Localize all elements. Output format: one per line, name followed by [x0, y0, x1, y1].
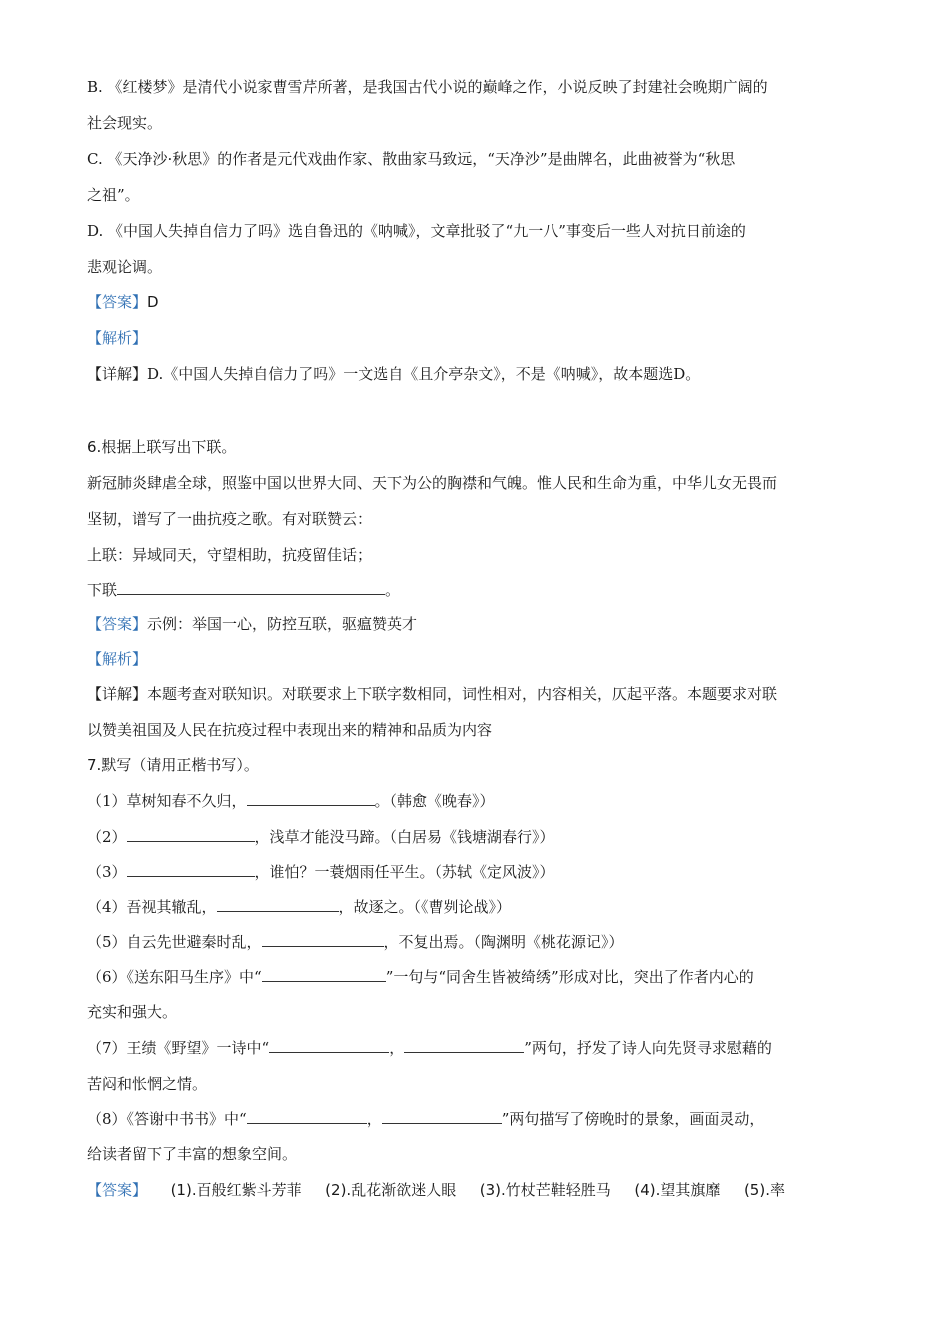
answer-num: (1).: [170, 1181, 197, 1199]
q5-detail: [87, 364, 700, 384]
answer-blank[interactable]: [262, 932, 384, 947]
q6-detail-line1: [87, 684, 777, 704]
answer-text: 率: [769, 1181, 785, 1199]
answer-num: (4).: [634, 1181, 661, 1199]
item-text: 。（韩愈《晚春》）: [374, 792, 495, 810]
answer-blank[interactable]: [247, 1109, 367, 1124]
question-number: 6.: [87, 438, 102, 456]
q7-item-8-line2: 给读者留下了丰富的想象空间。: [87, 1145, 298, 1163]
item-text: ”两句描写了傍晚时的景象，画面灵动，: [501, 1110, 765, 1128]
item-text: ，: [366, 1110, 382, 1128]
q6-lower-couplet: [87, 580, 400, 600]
answer-num: (5).: [743, 1181, 770, 1199]
question-title: 根据上联写出下联。: [101, 438, 237, 456]
answer-blank[interactable]: [127, 862, 255, 877]
item-text: （4）吾视其辙乱，: [87, 898, 217, 916]
item-text: （5）自云先世避秦时乱，: [87, 933, 262, 951]
answer-blank[interactable]: [117, 580, 385, 595]
q7-title: [87, 755, 259, 775]
q6-paragraph-line2: 坚韧，谱写了一曲抗疫之歌。有对联赞云：: [87, 510, 373, 528]
item-text: ”一句与“同舍生皆被绮绣”形成对比，突出了作者内心的: [385, 968, 754, 986]
question-title: 默写（请用正楷书写）。: [101, 756, 259, 774]
lower-suffix: 。: [385, 581, 401, 599]
q7-item-4: [87, 897, 511, 917]
item-text: （1）草树知春不久归，: [87, 792, 247, 810]
q7-item-1: [87, 791, 495, 811]
q7-item-6-line1: [87, 967, 754, 987]
q6-paragraph-line1: 新冠肺炎肆虐全球，照鉴中国以世界大同、天下为公的胸襟和气魄。惟人民和生命为重，中华儿女无畏而: [87, 474, 778, 492]
q5-option-d-line2: 悲观论调。: [87, 258, 163, 276]
q6-upper-couplet: 上联：异域同天，守望相助，抗疫留佳话；: [87, 546, 373, 564]
q7-item-8-line1: [87, 1109, 764, 1129]
detail-text: 本题考查对联知识。对联要求上下联字数相同，词性相对，内容相关，仄起平落。本题要求对联: [147, 685, 778, 703]
q5-answer: [87, 292, 159, 312]
answer-num: (2).: [325, 1181, 352, 1199]
answer-blank[interactable]: [247, 791, 375, 806]
analysis-tag: 【解析】: [87, 650, 148, 668]
answer-tag: 【答案】: [87, 293, 148, 311]
q7-item-7-line2: 苦闷和怅惘之情。: [87, 1075, 208, 1093]
q6-title: [87, 437, 236, 457]
item-text: （3）: [87, 863, 127, 881]
lower-label: 下联: [87, 581, 118, 599]
item-text: ，不复出焉。（陶渊明《桃花源记》）: [383, 933, 624, 951]
q5-option-c-line2: 之祖”。: [87, 186, 140, 204]
q7-item-7-line1: [87, 1038, 772, 1058]
item-text: （6）《送东阳马生序》中“: [87, 968, 262, 986]
answer-num: (3).: [479, 1181, 506, 1199]
q6-detail-line2: 以赞美祖国及人民在抗疫过程中表现出来的精神和品质为内容: [87, 721, 493, 739]
detail-tag: 【详解】: [87, 365, 148, 383]
q7-item-5: [87, 932, 624, 952]
answer-text: 乱花渐欲迷人眼: [351, 1181, 457, 1199]
answer-text: 望其旗靡: [660, 1181, 721, 1199]
answer-blank[interactable]: [217, 897, 339, 912]
question-number: 7.: [87, 756, 102, 774]
answer-blank[interactable]: [269, 1038, 389, 1053]
answer-value: D: [147, 293, 159, 311]
q5-option-b-line1: B. 《红楼梦》是清代小说家曹雪芹所著，是我国古代小说的巅峰之作，小说反映了封建社会晚期广阔的: [87, 78, 768, 96]
answer-blank[interactable]: [404, 1038, 524, 1053]
q6-answer: [87, 614, 417, 634]
q7-item-2: [87, 827, 555, 847]
answer-blank[interactable]: [127, 827, 255, 842]
answer-blank[interactable]: [382, 1109, 502, 1124]
item-text: ，浅草才能没马蹄。（白居易《钱塘湖春行》）: [254, 828, 555, 846]
answer-text: 百般红紫斗芳菲: [196, 1181, 302, 1199]
answer-tag: 【答案】: [87, 615, 148, 633]
analysis-tag: 【解析】: [87, 329, 148, 347]
q7-answer: [87, 1180, 785, 1200]
q5-option-c-line1: C. 《天净沙·秋思》的作者是元代戏曲作家、散曲家马致远，“天净沙”是曲牌名，此曲被誉为“秋思: [87, 150, 736, 168]
answer-text: 竹杖芒鞋轻胜马: [505, 1181, 611, 1199]
q7-item-6-line2: 充实和强大。: [87, 1003, 178, 1021]
answer-blank[interactable]: [262, 967, 386, 982]
q6-analysis: [87, 649, 147, 669]
detail-tag: 【详解】: [87, 685, 148, 703]
item-text: ，谁怕？一蓑烟雨任平生。（苏轼《定风波》）: [254, 863, 555, 881]
answer-value: 示例：举国一心，防控互联，驱瘟赞英才: [147, 615, 418, 633]
q5-option-b-line2: 社会现实。: [87, 114, 163, 132]
q7-item-3: [87, 862, 555, 882]
item-text: ”两句，抒发了诗人向先贤寻求慰藉的: [524, 1039, 772, 1057]
item-text: ，: [389, 1039, 405, 1057]
item-text: （7）王绩《野望》一诗中“: [87, 1039, 270, 1057]
answer-tag: 【答案】: [87, 1181, 148, 1199]
item-text: （2）: [87, 828, 127, 846]
item-text: （8）《答谢中书书》中“: [87, 1110, 247, 1128]
item-text: ，故逐之。（《曹刿论战》）: [338, 898, 512, 916]
q5-option-d-line1: D. 《中国人失掉自信力了吗》选自鲁迅的《呐喊》，文章批驳了“九一八”事变后一些人对抗日前途的: [87, 222, 746, 240]
q5-analysis: [87, 328, 147, 348]
detail-text: D.《中国人失掉自信力了吗》一文选自《且介亭杂文》，不是《呐喊》，故本题选D。: [147, 365, 701, 383]
